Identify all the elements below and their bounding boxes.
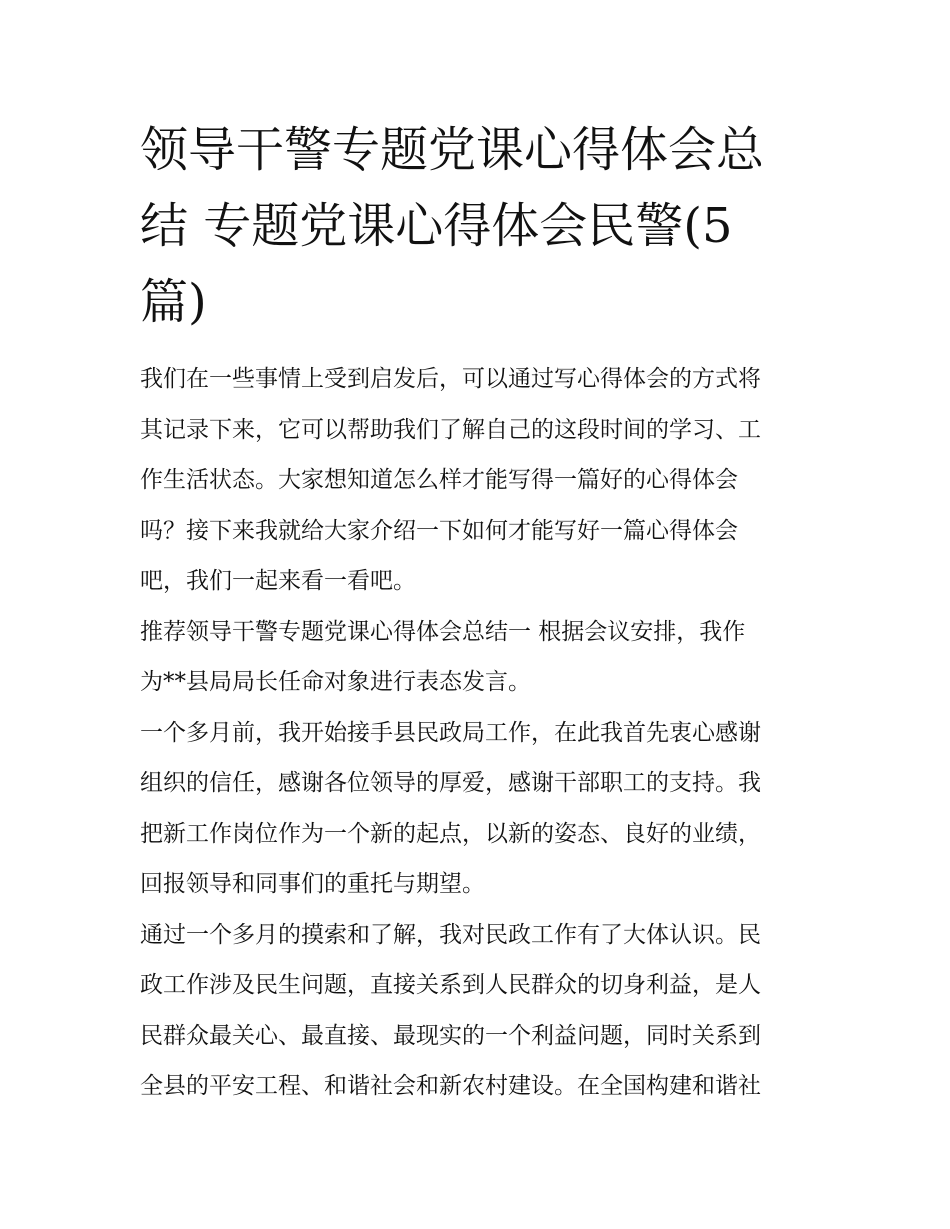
text-line: 政工作涉及民生问题，直接关系到人民群众的切身利益，是人 [140, 972, 761, 998]
text-line: 为**县局局长任命对象进行表态发言。 [140, 669, 531, 695]
gratitude-paragraph [140, 708, 812, 910]
text-line: 回报领导和同事们的重托与期望。 [140, 871, 485, 897]
text-line: 全县的平安工程、和谐社会和新农村建设。在全国构建和谐社 [140, 1073, 761, 1099]
text-line: 一个多月前，我开始接手县民政局工作，在此我首先衷心感谢 [140, 719, 761, 746]
title-line: 结 专题党课心得体会民警(5 [140, 198, 733, 254]
intro-paragraph [140, 354, 812, 607]
text-line: 吗？接下来我就给大家介绍一下如何才能写好一篇心得体会 [140, 517, 738, 544]
document-page [140, 112, 812, 1112]
text-line: 把新工作岗位作为一个新的起点，以新的姿态、良好的业绩， [140, 820, 761, 847]
civil-affairs-paragraph [140, 910, 812, 1112]
text-line: 其记录下来，它可以帮助我们了解自己的这段时间的学习、工 [140, 416, 761, 443]
text-line: 作生活状态。大家想知道怎么样才能写得一篇好的心得体会 [140, 467, 738, 493]
text-line: 吧，我们一起来看一看吧。 [140, 568, 416, 594]
recommendation-paragraph [140, 607, 812, 708]
text-line: 通过一个多月的摸索和了解，我对民政工作有了大体认识。民 [140, 921, 761, 948]
text-line: 推荐领导干警专题党课心得体会总结一 根据会议安排，我作 [140, 618, 746, 645]
text-line: 我们在一些事情上受到启发后，可以通过写心得体会的方式将 [140, 366, 761, 392]
document-title [140, 112, 812, 340]
text-line: 组织的信任，感谢各位领导的厚爱，感谢干部职工的支持。我 [140, 770, 761, 796]
document-body [140, 354, 812, 1112]
text-line: 民群众最关心、最直接、最现实的一个利益问题，同时关系到 [140, 1022, 761, 1049]
title-line: 领导干警专题党课心得体会总 [140, 122, 765, 178]
title-line: 篇) [140, 274, 207, 330]
